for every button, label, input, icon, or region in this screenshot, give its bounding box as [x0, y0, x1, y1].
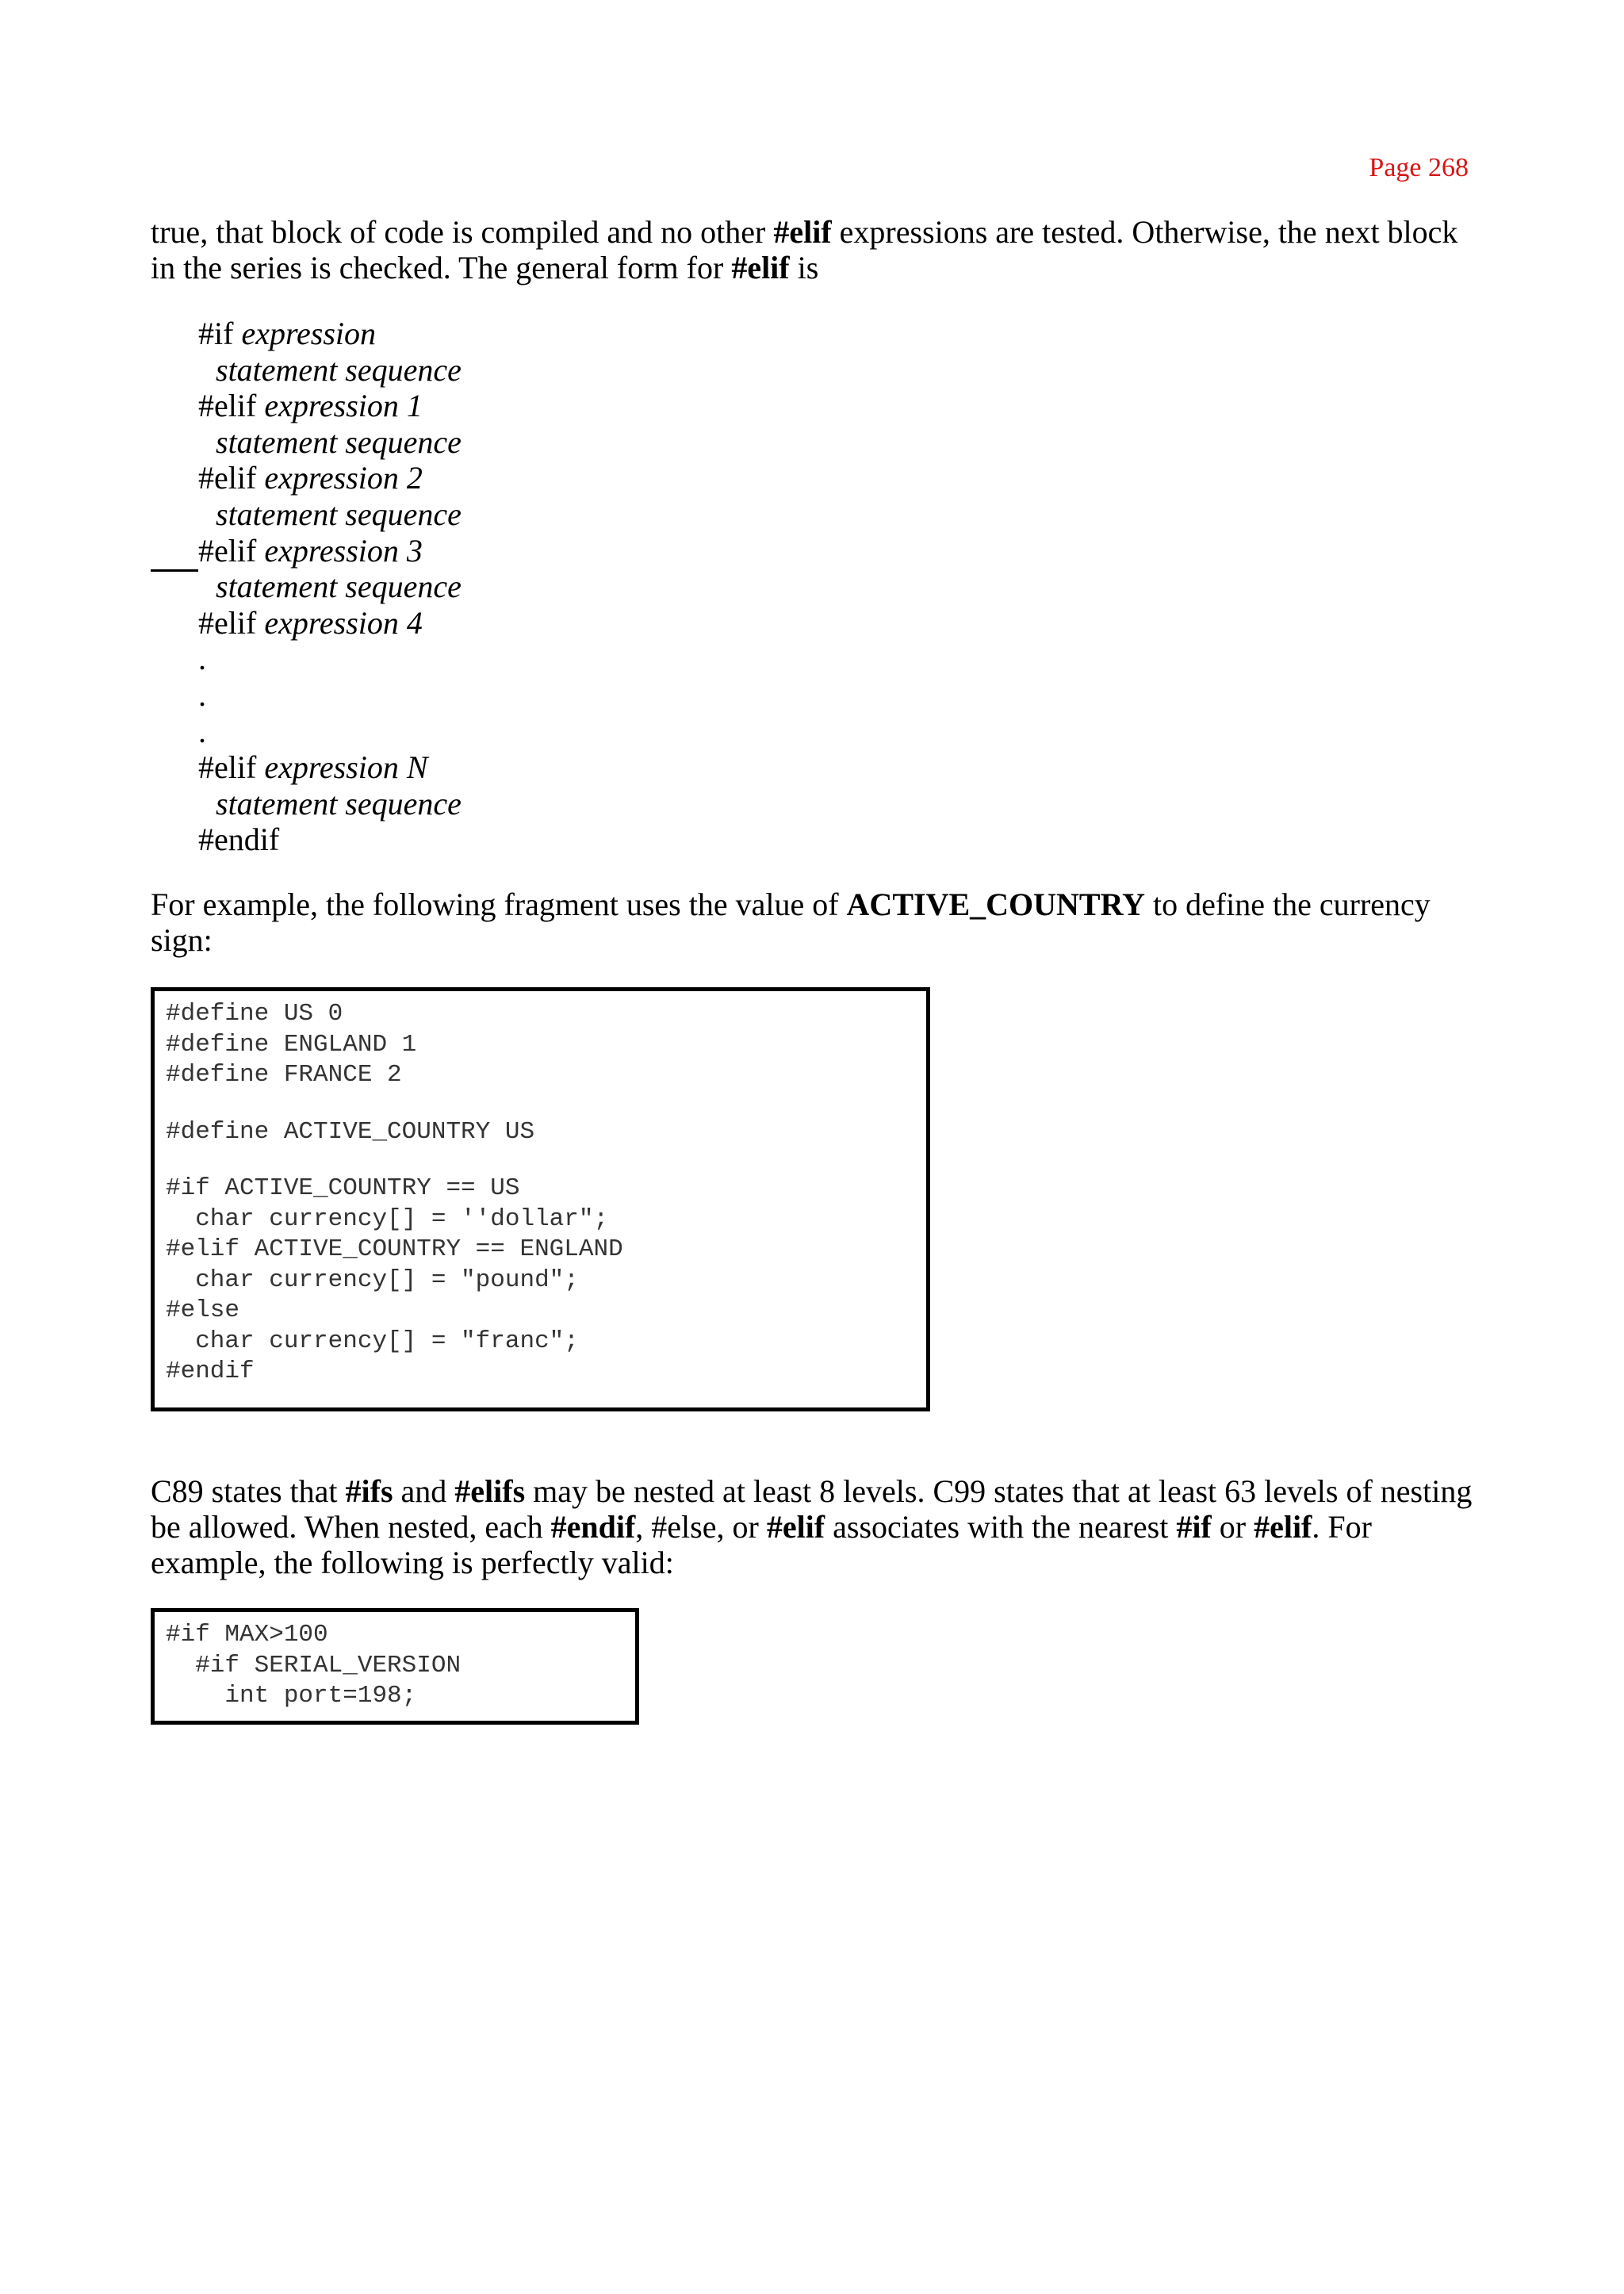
- code-line: #if SERIAL_VERSION: [166, 1651, 462, 1679]
- syntax-argument: statement sequence: [216, 496, 462, 532]
- syntax-line: [198, 641, 462, 677]
- syntax-line: [198, 460, 462, 496]
- code-line: #define US 0: [166, 1000, 343, 1028]
- code-line: char currency[] = "franc";: [166, 1327, 579, 1355]
- syntax-line: [198, 821, 462, 858]
- syntax-keyword: .: [198, 676, 206, 713]
- change-bar: [151, 569, 198, 572]
- code-group-defines: [166, 999, 926, 1091]
- syntax-argument: statement sequence: [216, 351, 462, 388]
- code-line: char currency[] = ''dollar";: [166, 1204, 609, 1233]
- syntax-keyword: #elif: [198, 460, 265, 496]
- syntax-keyword: #elif: [198, 604, 265, 641]
- code-listing-nested-if: [151, 1608, 639, 1725]
- code-line: #endif: [166, 1358, 255, 1385]
- code-line: #if MAX>100: [166, 1621, 328, 1649]
- syntax-argument: statement sequence: [216, 569, 462, 605]
- syntax-line: [198, 352, 462, 389]
- code-gap: [166, 1147, 926, 1174]
- code-line: #define ACTIVE_COUNTRY US: [166, 1117, 535, 1146]
- code-line: #else: [166, 1296, 240, 1324]
- syntax-keyword: #if: [198, 316, 242, 351]
- code-line: int port=198;: [166, 1682, 417, 1710]
- syntax-line: [198, 749, 462, 786]
- syntax-argument: expression 2: [264, 460, 423, 496]
- page-number: Page 268: [1369, 153, 1469, 182]
- syntax-line: [198, 533, 462, 569]
- syntax-line: [198, 605, 462, 641]
- code-gap: [166, 1091, 926, 1117]
- syntax-line: [198, 496, 462, 533]
- code-line: #elif ACTIVE_COUNTRY == ENGLAND: [166, 1235, 623, 1263]
- syntax-line: [198, 388, 462, 424]
- syntax-line: [198, 786, 462, 822]
- code-line: #define ENGLAND 1: [166, 1030, 417, 1059]
- syntax-keyword: .: [198, 713, 206, 749]
- syntax-argument: statement sequence: [216, 785, 462, 821]
- syntax-keyword: .: [198, 641, 206, 677]
- syntax-argument: expression 4: [264, 604, 423, 641]
- syntax-line: [198, 677, 462, 714]
- syntax-line: [198, 424, 462, 461]
- syntax-keyword: #endif: [198, 821, 280, 858]
- syntax-line: [198, 569, 462, 605]
- syntax-argument: expression 3: [264, 532, 423, 569]
- syntax-keyword: #elif: [198, 388, 265, 424]
- code-line: char currency[] = "pound";: [166, 1266, 579, 1294]
- code-listing-currency: [151, 987, 930, 1411]
- paragraph-elif-intro: true, that block of code is compiled and no other #elif expressions are tested. Otherwise, the next block in the series is checked. The general form for #elif is: [151, 214, 1458, 285]
- code-group-active-country: [166, 1117, 926, 1148]
- paragraph-example-intro: For example, the following fragment uses the value of ACTIVE_COUNTRY to define the currency sign:: [151, 887, 1431, 958]
- paragraph-nesting: C89 states that #ifs and #elifs may be nested at least 8 levels. C99 states that at least 63 levels of nesting be allowed. When nested, each #endif, #else, or #elif associates with the nearest #if or #elif. For example, the following is perfectly valid:: [151, 1473, 1473, 1580]
- elif-general-form: [198, 316, 462, 858]
- syntax-line: [198, 316, 462, 352]
- code-group-conditional: [166, 1174, 926, 1388]
- syntax-argument: expression N: [264, 749, 428, 786]
- code-line: #define FRANCE 2: [166, 1061, 402, 1089]
- syntax-argument: expression 1: [264, 388, 423, 424]
- syntax-argument: expression: [241, 316, 377, 351]
- syntax-argument: statement sequence: [216, 423, 462, 460]
- syntax-line: [198, 714, 462, 750]
- code-line: #if ACTIVE_COUNTRY == US: [166, 1174, 520, 1202]
- syntax-keyword: #elif: [198, 532, 265, 569]
- syntax-keyword: #elif: [198, 749, 265, 786]
